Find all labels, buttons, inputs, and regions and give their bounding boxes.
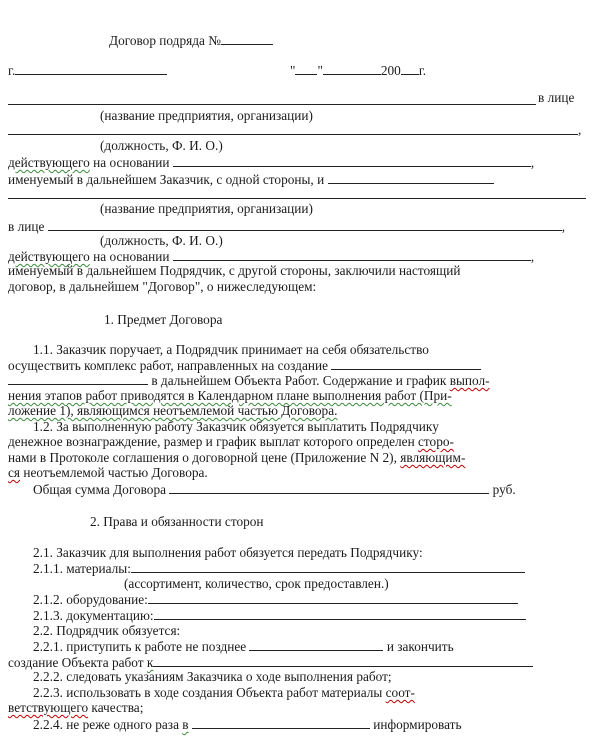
in-person-right: в лице — [538, 90, 575, 105]
para-2-2: 2.2. Подрядчик обязуется: — [33, 623, 181, 638]
document-title — [109, 32, 273, 48]
contractor-named-line: именуемый в дальнейшем Подрядчик, с другой стороны, заключили настоящий — [8, 263, 461, 278]
para-2-2-1-line-2: создание Объекта работ к — [8, 654, 533, 670]
para-2-2-3-line-2: ветствующего качества; — [8, 700, 144, 715]
caption-company-2: (название предприятия, организации) — [100, 201, 313, 216]
contractor-acting-line: действующего на основании , — [8, 249, 535, 264]
para-2-2-2: 2.2.2. следовать указаниям Заказчика о ходе выполнения работ; — [33, 669, 392, 684]
para-2-1-3: 2.1.3. документацию: — [33, 607, 526, 623]
para-2-2-3-line-1: 2.2.3. использовать в ходе создания Объекта работ материалы соот- — [33, 685, 415, 700]
contract-line: договор, в дальнейшем "Договор", о нижеследующем: — [8, 279, 317, 294]
acting-word: действующего — [8, 155, 90, 170]
contractor-company-blank — [8, 198, 586, 199]
contractor-basis-blank — [173, 248, 531, 261]
documentation-blank — [154, 607, 526, 620]
customer-named-line: именуемый в дальнейшем Заказчик, с одной стороны, и — [8, 171, 494, 187]
para-2-2-1: 2.2.1. приступить к работе не позднее и закончить — [33, 639, 454, 654]
customer-position-blank — [8, 134, 578, 135]
para-1-2-line-3: нами в Протоколе соглашения о договорной цене (Приложение N 2), являющим- — [8, 450, 466, 465]
contract-document: Договор подряда № г. " " 200 г. в лице (название предприятия, организации) , (должность, Ф. И. О.) действующего на основании , именуемый в дальнейшем Заказчик, с одной стороны, и (название предприятия, организации) в лице , (должность, Ф. И. О.) действующего на основании , именуемый в дальнейшем Подрядчик, с другой стороны, заключили настоящий договор, в дальнейшем "Договор", о нижеследующем: 1. Предмет Договора 1.1. Заказчик поручает, а Подрядчик принимает на себя обязательство осуществить комплекс работ, направленных на создание в дальнейшем Объекта Работ. Содержание и график выпол- нения этапов работ приводятся в Календарном плане выполнения работ (При- ложение 1), являющимся неотъемлемой частью Договора. 1.2. За выполненную работу Заказчик обязуется выплатить Подрядчику денежное вознаграждение, размер и график выплат которого определен сторо- нами в Протоколе соглашения о договорной цене (Приложение N 2), являющим- ся неотъемлемой частью Договора. Общая сумма Договора руб. 2. Права и обязанности сторон 2.1. Заказчик для выполнения работ обязуется передать Подрядчику: 2.1.1. материалы: (ассортимент, количество, срок предоставлен.) 2.1.2. оборудование: 2.1.3. документацию: 2.2. Подрядчик обязуется: 2.2.1. приступить к работе не позднее и закончить создание Объекта работ к 2.2.2. следовать указаниям Заказчика о ходе выполнения работ; 2.2.3. использовать в ходе создания Объекта работ материалы соот- ветствующего качества; 2.2.4. не реже одного раза в информировать — [0, 0, 600, 751]
para-1-1-line-4: нения этапов работ приводятся в Календарном плане выполнения работ (При- — [8, 388, 452, 403]
para-1-1-line-5: ложение 1), являющимся неотъемлемой частью Договора. — [8, 403, 338, 418]
section-1-heading: 1. Предмет Договора — [104, 312, 223, 327]
materials-blank — [131, 560, 525, 573]
materials-caption: (ассортимент, количество, срок предоставлен.) — [124, 576, 389, 591]
total-sum-blank — [169, 481, 489, 494]
para-2-2-4: 2.2.4. не реже одного раза в информировать — [33, 717, 462, 732]
contract-number-blank — [221, 32, 273, 45]
inform-period-blank — [192, 716, 370, 729]
caption-position-1: (должность, Ф. И. О.) — [100, 138, 223, 153]
year-blank — [401, 62, 419, 75]
para-2-1: 2.1. Заказчик для выполнения работ обязуется передать Подрядчику: — [33, 545, 423, 560]
caption-position-2: (должность, Ф. И. О.) — [100, 233, 223, 248]
date-suffix: г. — [418, 63, 427, 78]
para-1-2-line-1: 1.2. За выполненную работу Заказчик обязуется выплатить Подрядчику — [33, 419, 439, 434]
para-2-1-1: 2.1.1. материалы: — [33, 560, 525, 576]
para-1-1-line-2: осуществить комплекс работ, направленных на создание — [8, 357, 481, 373]
equipment-blank — [148, 591, 518, 604]
total-sum-line: Общая сумма Договора руб. — [33, 482, 516, 497]
para-1-1-line-3: в дальнейшем Объекта Работ. Содержание и график выпол- — [8, 372, 490, 388]
para-2-1-2: 2.1.2. оборудование: — [33, 591, 518, 607]
object-name-blank — [331, 357, 481, 370]
place-prefix: г. — [8, 63, 16, 78]
object-name-blank-2 — [8, 372, 148, 385]
finish-date-blank — [153, 654, 533, 667]
date-year: 200 — [380, 63, 401, 78]
para-1-1-line-1: 1.1. Заказчик поручает, а Подрядчик принимает на себя обязательство — [33, 342, 429, 357]
customer-company-blank — [8, 104, 536, 105]
caption-company-1: (название предприятия, организации) — [100, 108, 313, 123]
place-line — [8, 62, 167, 78]
city-blank — [15, 62, 167, 75]
start-date-blank — [249, 638, 383, 651]
customer-basis-blank — [173, 154, 531, 167]
section-2-heading: 2. Права и обязанности сторон — [90, 514, 264, 529]
title-text: Договор подряда № — [109, 33, 221, 48]
customer-acting-line: действующего на основании , — [8, 155, 535, 170]
contractor-position-blank — [48, 218, 562, 231]
day-blank — [295, 62, 317, 75]
contractor-company-blank-start — [328, 171, 494, 184]
para-1-2-line-2: денежное вознаграждение, размер и график выплат которого определен сторо- — [8, 434, 454, 449]
month-blank — [323, 62, 381, 75]
contractor-in-person-line: в лице , — [8, 219, 566, 234]
para-1-2-line-4: ся неотъемлемой частью Договора. — [8, 465, 208, 480]
date-line: " " 200 г. — [290, 63, 427, 78]
